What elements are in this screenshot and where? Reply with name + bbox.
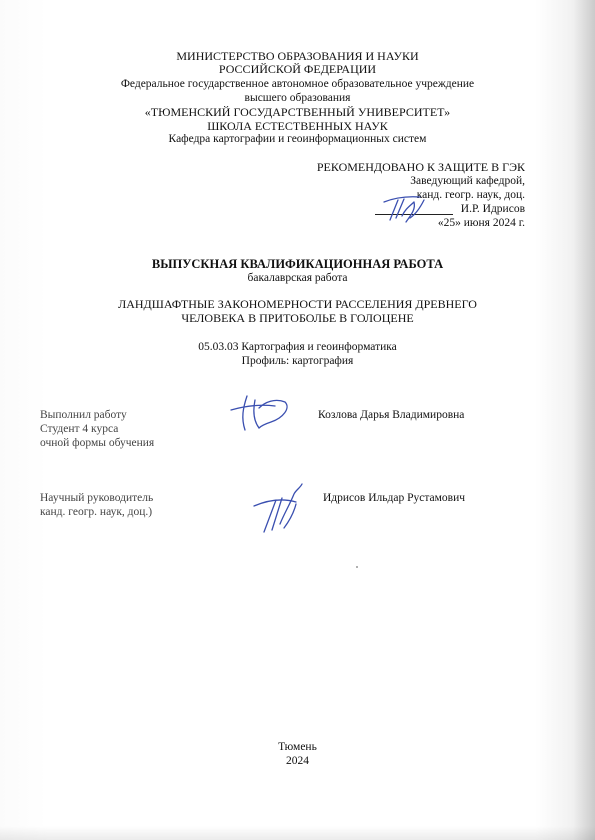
city: Тюмень <box>278 741 317 753</box>
supervisor-label-1: Научный руководитель <box>40 492 154 504</box>
university-name: «ТЮМЕНСКИЙ ГОСУДАРСТВЕННЫЙ УНИВЕРСИТЕТ» <box>144 105 451 119</box>
work-title-line-1: ЛАНДШАФТНЫЕ ЗАКОНОМЕРНОСТИ РАССЕЛЕНИЯ ДРЕВНЕГО <box>118 297 477 311</box>
specialty: 05.03.03 Картография и геоинформатика <box>198 341 397 353</box>
education-level-line: высшего образования <box>244 92 351 104</box>
approval-name: И.Р. Идрисов <box>460 203 525 215</box>
approval-degree: канд. геогр. наук, доц. <box>416 189 525 201</box>
approval-date: «25» июня 2024 г. <box>437 217 525 229</box>
approval-signature <box>380 188 440 230</box>
approval-title: РЕКОМЕНДОВАНО К ЗАЩИТЕ В ГЭК <box>316 160 525 174</box>
supervisor-signature <box>250 478 310 540</box>
profile: Профиль: картография <box>241 355 354 367</box>
work-title-line-2: ЧЕЛОВЕКА В ПРИТОБОЛЬЕ В ГОЛОЦЕНЕ <box>181 311 414 325</box>
supervisor-name: Идрисов Ильдар Рустамович <box>323 492 466 504</box>
page-bottom-shadow <box>0 826 595 840</box>
federation-line: РОССИЙСКОЙ ФЕДЕРАЦИИ <box>218 62 377 76</box>
institution-type-line: Федеральное государственное автономное образовательное учреждение <box>120 78 475 90</box>
department-name: Кафедра картографии и геоинформационных систем <box>168 133 427 145</box>
work-type: ВЫПУСКНАЯ КВАЛИФИКАЦИОННАЯ РАБОТА <box>151 257 444 271</box>
author-signature <box>225 388 297 436</box>
scan-speck <box>356 566 358 568</box>
work-subtype: бакалаврская работа <box>247 272 348 284</box>
ministry-line: МИНИСТЕРСТВО ОБРАЗОВАНИЯ И НАУКИ <box>176 49 419 63</box>
year: 2024 <box>286 755 309 767</box>
author-label-3: очной формы обучения <box>40 437 155 449</box>
author-name: Козлова Дарья Владимировна <box>318 409 465 421</box>
approval-role: Заведующий кафедрой, <box>410 175 525 187</box>
author-label-1: Выполнил работу <box>40 409 127 421</box>
school-name: ШКОЛА ЕСТЕСТВЕННЫХ НАУК <box>207 119 388 133</box>
supervisor-label-2: канд. геогр. наук, доц.) <box>40 506 153 518</box>
author-label-2: Студент 4 курса <box>40 423 119 435</box>
